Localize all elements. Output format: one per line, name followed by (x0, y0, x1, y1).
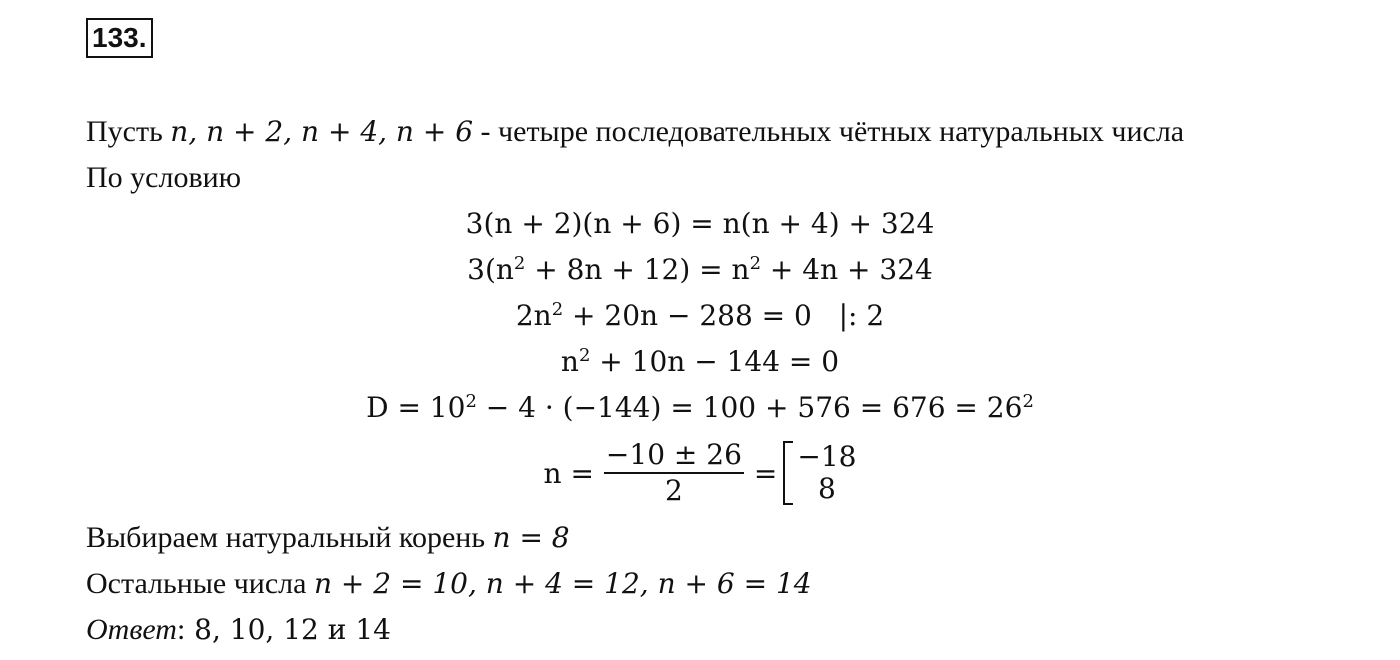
intro-word: Пусть (86, 115, 163, 148)
fraction (604, 438, 744, 508)
roots-set (783, 441, 856, 505)
equation-4 (0, 344, 1400, 380)
eq5-part-a: D = 10 (366, 391, 466, 424)
eq3-part-b: + 20n − 288 = 0 |: 2 (563, 299, 885, 332)
answer-label: Ответ (86, 613, 177, 646)
fraction-denominator: 2 (665, 474, 683, 507)
choose-text: Выбираем натуральный корень (86, 521, 493, 554)
answer-colon: : (176, 613, 186, 646)
others-text: Остальные числа (86, 567, 314, 600)
roots-lhs: n = (543, 456, 594, 490)
choose-expression: n = 8 (492, 521, 570, 554)
intro-line (86, 114, 1184, 150)
others-line (86, 566, 812, 602)
eq4-part-b: + 10n − 144 = 0 (590, 345, 840, 378)
intro-rest: - четыре последовательных чётных натуральных числа (473, 115, 1185, 148)
eq4-part-a: n (560, 345, 579, 378)
eq2-part-c: + 4n + 324 (761, 253, 933, 286)
eq5-exp-1: 2 (465, 391, 477, 412)
roots-list (797, 441, 856, 505)
problem-number: 133. (86, 18, 153, 58)
equation-2 (0, 252, 1400, 288)
roots-formula (0, 438, 1400, 508)
eq3-part-a: 2n (515, 299, 552, 332)
choose-line (86, 520, 570, 556)
eq2-exp-1: 2 (513, 253, 526, 274)
eq2-part-b: + 8n + 12) = n (525, 253, 750, 286)
eq4-exp: 2 (578, 345, 591, 366)
roots-eq-sign: = (753, 456, 778, 490)
eq5-part-b: − 4 · (−144) = 100 + 576 = 676 = 26 (476, 391, 1023, 424)
others-expression: n + 2 = 10, n + 4 = 12, n + 6 = 14 (313, 567, 812, 600)
answer-value: 8, 10, 12 и 14 (185, 613, 391, 646)
eq3-exp: 2 (551, 299, 564, 320)
equation-3 (0, 298, 1400, 334)
eq5-exp-2: 2 (1022, 391, 1034, 412)
eq2-exp-2: 2 (749, 253, 762, 274)
condition-label: По условию (86, 161, 242, 194)
answer-line (86, 612, 391, 648)
fraction-numerator: −10 ± 26 (605, 438, 742, 471)
discriminant (0, 390, 1400, 426)
intro-expression: n, n + 2, n + 4, n + 6 (170, 115, 474, 148)
eq2-part-a: 3(n (467, 253, 514, 286)
equation-1: 3(n + 2)(n + 6) = n(n + 4) + 324 (465, 207, 935, 240)
root-1: −18 (797, 440, 857, 473)
root-2: 8 (818, 472, 836, 505)
square-bracket (783, 441, 793, 505)
